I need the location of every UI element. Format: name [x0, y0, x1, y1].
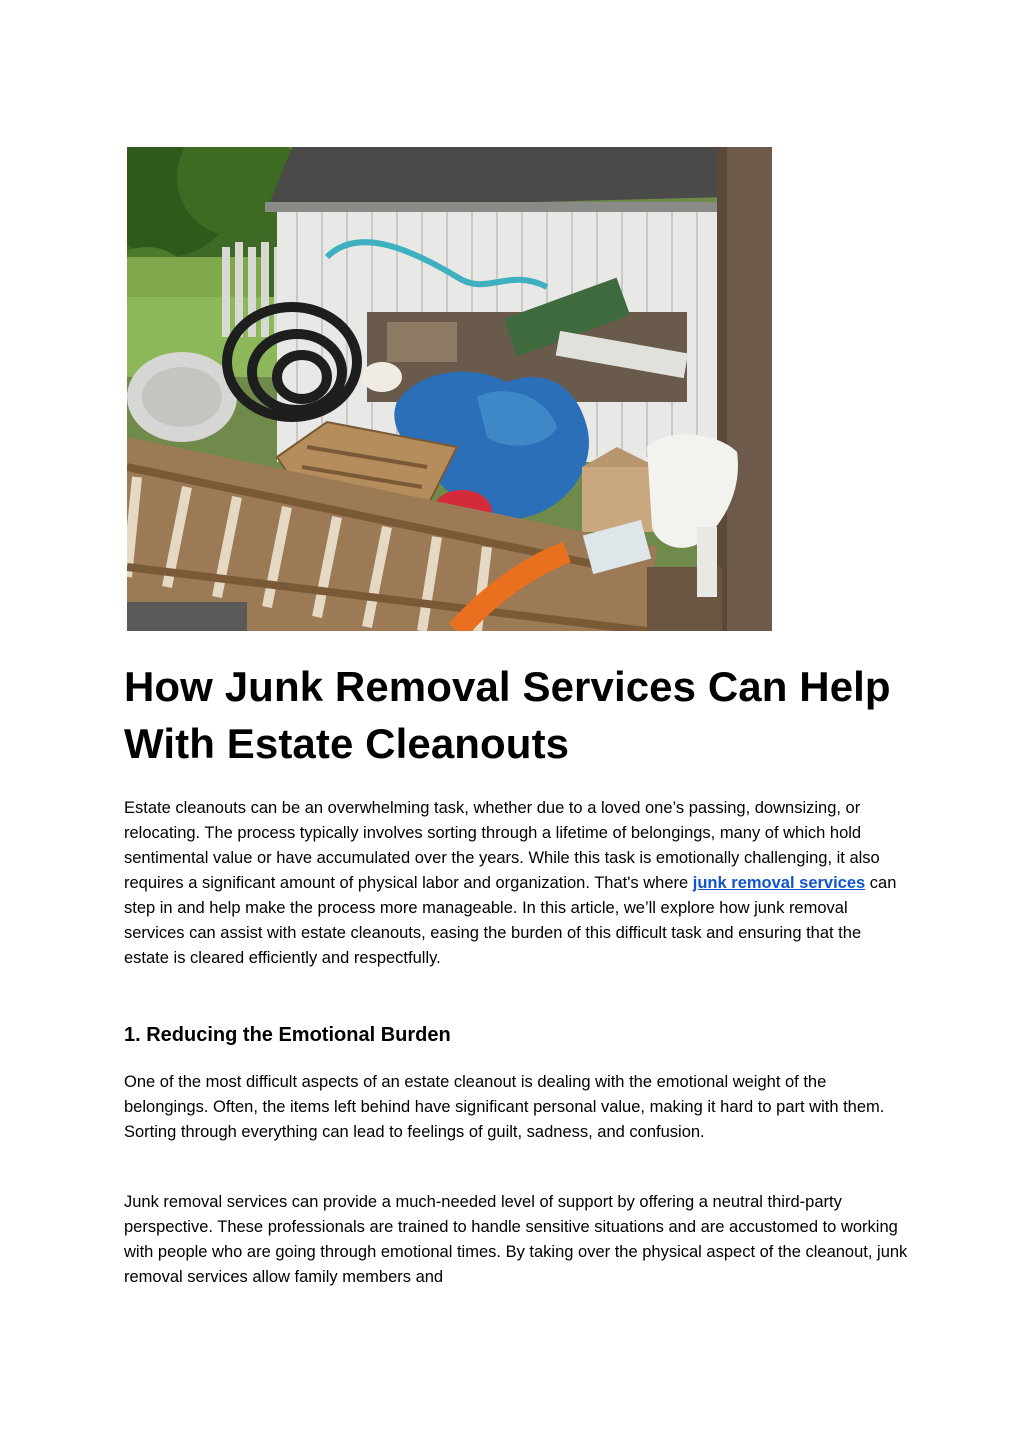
intro-text-before-link: Estate cleanouts can be an overwhelming task, whether due to a loved one’s passing, downsizing, or relocating. The process typically involves sorting through a lifetime of belongings, many of which hold sentimental value or have accumulated over the years. While this task is emotionally challenging, it also requires a significant amount of physical labor and organization. That's where [124, 799, 880, 892]
section1-paragraph-1: One of the most difficult aspects of an estate cleanout is dealing with the emotional weight of the belongings. Often, the items left behind have significant personal value, making it hard to part with them. Sorting through everything can lead to feelings of guilt, sadness, and confusion. [124, 1073, 885, 1141]
section-heading-reducing-emotional-burden: 1. Reducing the Emotional Burden [124, 1024, 451, 1046]
junk-removal-services-link[interactable]: junk removal services [692, 874, 866, 892]
article-title: How Junk Removal Services Can Help With Estate Cleanouts [124, 663, 891, 767]
intro-paragraph [124, 796, 909, 971]
intro-text-after-link: can step in and help make the process more manageable. In this article, we’ll explore how junk removal services can assist with estate cleanouts, easing the burden of this difficult task and ensuring that the estate is cleared efficiently and respectfully. [124, 874, 897, 967]
section1-paragraph-2: Junk removal services can provide a much-needed level of support by offering a neutral third-party perspective. These professionals are trained to handle sensitive situations and are accustomed to working with people who are going through emotional times. By taking over the physical aspect of the cleanout, junk removal services allow family members and [124, 1193, 908, 1286]
junk-pile-photo [127, 147, 772, 631]
